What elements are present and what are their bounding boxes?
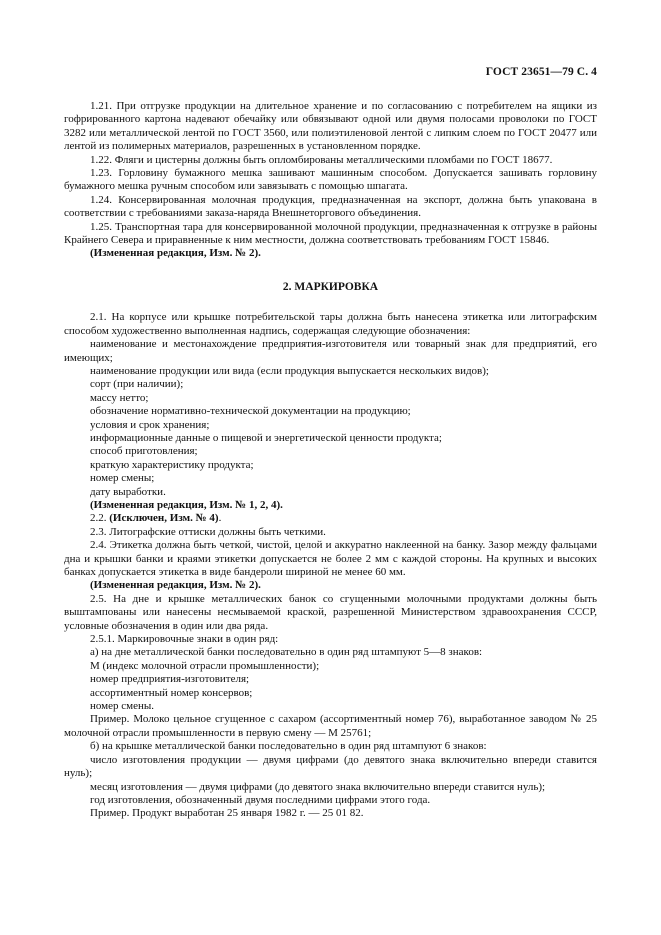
paragraph-1-24: 1.24. Консервированная молочная продукция, предназначенная на экспорт, должна быть упакована в соответствии с требованиями заказа-наряда Внешнеторгового объединения. — [64, 193, 597, 220]
paragraph-2-3: 2.3. Литографские оттиски должны быть четкими. — [90, 525, 326, 538]
list-item: число изготовления продукции — двумя цифрами (до девятого знака включительно впереди ставится нуль); — [64, 753, 597, 780]
edition-note-3: (Измененная редакция, Изм. № 2). — [90, 579, 261, 592]
section-title-marking: 2. МАРКИРОВКА — [282, 280, 379, 293]
paragraph-2-4: 2.4. Этикетка должна быть четкой, чистой, целой и аккуратно наклеенной на банку. Зазор между фальцами дна и крышки банки и краями этикетки допускается не более 2 мм с каждой стороны. На крупных и высоких банках допускается этикетка в виде бандероли шириной не менее 60 мм. — [64, 539, 597, 578]
list-item: ассортиментный номер консервов; — [90, 686, 253, 699]
list-item: наименование продукции или вида (если продукция выпускается нескольких видов); — [90, 364, 489, 377]
edition-note-2: (Измененная редакция, Изм. № 1, 2, 4). — [90, 498, 283, 511]
example-2: Пример. Продукт выработан 25 января 1982 г. — 25 01 82. — [90, 807, 364, 820]
paragraph-2-2-end: . — [218, 512, 222, 525]
page-header: ГОСТ 23651—79 С. 4 — [485, 66, 597, 78]
list-item: информационные данные о пищевой и энергетической ценности продукта; — [90, 431, 442, 444]
list-item: массу нетто; — [90, 391, 149, 404]
paragraph-a: а) на дне металлической банки последовательно в один ряд штампуют 5—8 знаков: — [90, 646, 483, 659]
list-item: год изготовления, обозначенный двумя последними цифрами этого года. — [90, 793, 431, 806]
list-item: номер смены. — [90, 700, 155, 713]
paragraph-b: б) на крышке металлической банки последовательно в один ряд штампуют 6 знаков: — [90, 740, 487, 753]
paragraph-1-23: 1.23. Горловину бумажного мешка зашивают машинным способом. Допускается зашивать горловину бумажного мешка ручным способом или завязывать с помощью шпагата. — [64, 167, 597, 193]
list-item: месяц изготовления — двумя цифрами (до девятого знака включительно впереди ставится нуль); — [90, 780, 546, 793]
list-item: обозначение нормативно-технической документации на продукцию; — [90, 405, 411, 418]
list-item: номер предприятия-изготовителя; — [90, 673, 250, 686]
paragraph-2-2-number: 2.2. — [90, 512, 110, 525]
paragraph-2-2-excluded: (Исключен, Изм. № 4) — [109, 512, 219, 525]
list-item: условия и срок хранения; — [90, 418, 210, 431]
list-item: дату выработки. — [90, 485, 166, 498]
list-item: способ приготовления; — [90, 445, 198, 458]
paragraph-2-5: 2.5. На дне и крышке металлических банок со сгущенными молочными продуктами должны быть выштампованы или нанесены несмываемой краской, разрешенной Министерством здравоохранения СССР, условные обозначения в один или два ряда. — [64, 592, 597, 632]
paragraph-1-21: 1.21. При отгрузке продукции на длительное хранение и по согласованию с потребителем на ящики из гофрированного картона надевают обечайку или обвязывают одной или двумя полосами проволоки по ГОСТ 3282 или металлической лентой по ГОСТ 3560, или полиэтиленовой лентой с липким слоем по ГОСТ 20477 или лентой из полимерных материалов, разрешенных в установленном порядке. — [64, 100, 597, 153]
list-item: номер смены; — [90, 472, 155, 485]
example-1: Пример. Молоко цельное сгущенное с сахаром (ассортиментный номер 76), выработанное заводом № 25 молочной отрасли промышленности в первую смену — М 25761; — [64, 713, 597, 739]
list-item: наименование и местонахождение предприятия-изготовителя или товарный знак для предприятий, его имеющих; — [64, 338, 597, 364]
list-item: краткую характеристику продукта; — [90, 458, 254, 471]
document-body — [64, 100, 597, 821]
edition-note-1: (Измененная редакция, Изм. № 2). — [90, 247, 261, 260]
paragraph-1-22: 1.22. Фляги и цистерны должны быть опломбированы металлическими пломбами по ГОСТ 18677. — [90, 153, 553, 166]
list-item: сорт (при наличии); — [90, 378, 184, 391]
list-item: М (индекс молочной отрасли промышленности); — [90, 659, 320, 672]
paragraph-1-25: 1.25. Транспортная тара для консервированной молочной продукции, предназначенная к отгрузке в районы Крайнего Севера и приравненные к ним местности, должна соответствовать требованиям ГОСТ 15846. — [64, 220, 597, 247]
paragraph-2-1: 2.1. На корпусе или крышке потребительской тары должна быть нанесена этикетка или литографским способом художественно выполненная надпись, содержащая следующие обозначения: — [64, 311, 597, 337]
paragraph-2-2 — [64, 512, 597, 525]
paragraph-2-5-1: 2.5.1. Маркировочные знаки в один ряд: — [90, 633, 279, 646]
